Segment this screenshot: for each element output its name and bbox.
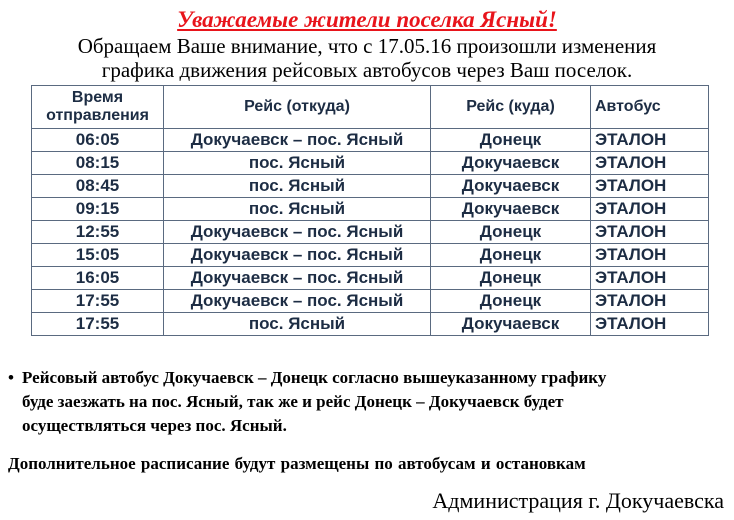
intro-line-2: графика движения рейсовых автобусов через Ваш поселок. bbox=[101, 58, 633, 82]
table-header-row bbox=[32, 86, 709, 129]
cell-from: Докучаевск – пос. Ясный bbox=[164, 221, 431, 244]
cell-bus: ЭТАЛОН bbox=[591, 152, 709, 175]
table-row bbox=[32, 221, 709, 244]
note-line-2: буде заезжать на пос. Ясный, так же и рейс Донецк – Докучаевск будет bbox=[22, 392, 564, 411]
notice-title: Уважаемые жители поселка Ясный! bbox=[177, 7, 557, 32]
cell-to: Донецк bbox=[431, 267, 591, 290]
cell-time: 17:55 bbox=[32, 290, 164, 313]
bullet-icon: • bbox=[8, 368, 14, 387]
table-row bbox=[32, 290, 709, 313]
cell-from: пос. Ясный bbox=[164, 175, 431, 198]
cell-time: 12:55 bbox=[32, 221, 164, 244]
intro-text bbox=[0, 34, 734, 82]
cell-time: 06:05 bbox=[32, 129, 164, 152]
header-bus: Автобус bbox=[591, 86, 709, 129]
cell-to: Докучаевск bbox=[431, 313, 591, 336]
cell-from: пос. Ясный bbox=[164, 198, 431, 221]
table-row bbox=[32, 175, 709, 198]
cell-time: 15:05 bbox=[32, 244, 164, 267]
cell-from: пос. Ясный bbox=[164, 313, 431, 336]
cell-bus: ЭТАЛОН bbox=[591, 129, 709, 152]
cell-from: Докучаевск – пос. Ясный bbox=[164, 267, 431, 290]
header-departure-time bbox=[32, 86, 164, 129]
cell-time: 09:15 bbox=[32, 198, 164, 221]
cell-time: 08:15 bbox=[32, 152, 164, 175]
cell-to: Докучаевск bbox=[431, 175, 591, 198]
schedule-table bbox=[31, 85, 709, 336]
cell-bus: ЭТАЛОН bbox=[591, 290, 709, 313]
header-to: Рейс (куда) bbox=[431, 86, 591, 129]
route-note bbox=[8, 366, 723, 438]
header-from: Рейс (откуда) bbox=[164, 86, 431, 129]
cell-from: Докучаевск – пос. Ясный bbox=[164, 129, 431, 152]
cell-bus: ЭТАЛОН bbox=[591, 267, 709, 290]
cell-from: Докучаевск – пос. Ясный bbox=[164, 290, 431, 313]
table-row bbox=[32, 198, 709, 221]
cell-from: пос. Ясный bbox=[164, 152, 431, 175]
cell-time: 17:55 bbox=[32, 313, 164, 336]
cell-bus: ЭТАЛОН bbox=[591, 175, 709, 198]
table-row bbox=[32, 244, 709, 267]
cell-to: Донецк bbox=[431, 290, 591, 313]
header-time-line-2: отправления bbox=[46, 107, 149, 124]
intro-line-1: Обращаем Ваше внимание, что с 17.05.16 произошли изменения bbox=[77, 34, 657, 58]
cell-bus: ЭТАЛОН bbox=[591, 221, 709, 244]
cell-to: Донецк bbox=[431, 129, 591, 152]
note-line-1: Рейсовый автобус Докучаевск – Донецк согласно вышеуказанному графику bbox=[22, 368, 607, 387]
table-row bbox=[32, 267, 709, 290]
cell-bus: ЭТАЛОН bbox=[591, 198, 709, 221]
cell-from: Докучаевск – пос. Ясный bbox=[164, 244, 431, 267]
cell-to: Докучаевск bbox=[431, 198, 591, 221]
table-row bbox=[32, 129, 709, 152]
table-row bbox=[32, 313, 709, 336]
note-line-3: осуществляться через пос. Ясный. bbox=[22, 416, 287, 435]
cell-to: Донецк bbox=[431, 244, 591, 267]
additional-schedule-note: Дополнительное расписание будут размещены по автобусам и остановкам bbox=[8, 454, 586, 473]
signature: Администрация г. Докучаевска bbox=[432, 488, 724, 513]
cell-bus: ЭТАЛОН bbox=[591, 244, 709, 267]
cell-to: Донецк bbox=[431, 221, 591, 244]
header-time-line-1: Время bbox=[71, 89, 124, 106]
cell-to: Докучаевск bbox=[431, 152, 591, 175]
cell-bus: ЭТАЛОН bbox=[591, 313, 709, 336]
cell-time: 16:05 bbox=[32, 267, 164, 290]
table-row bbox=[32, 152, 709, 175]
cell-time: 08:45 bbox=[32, 175, 164, 198]
